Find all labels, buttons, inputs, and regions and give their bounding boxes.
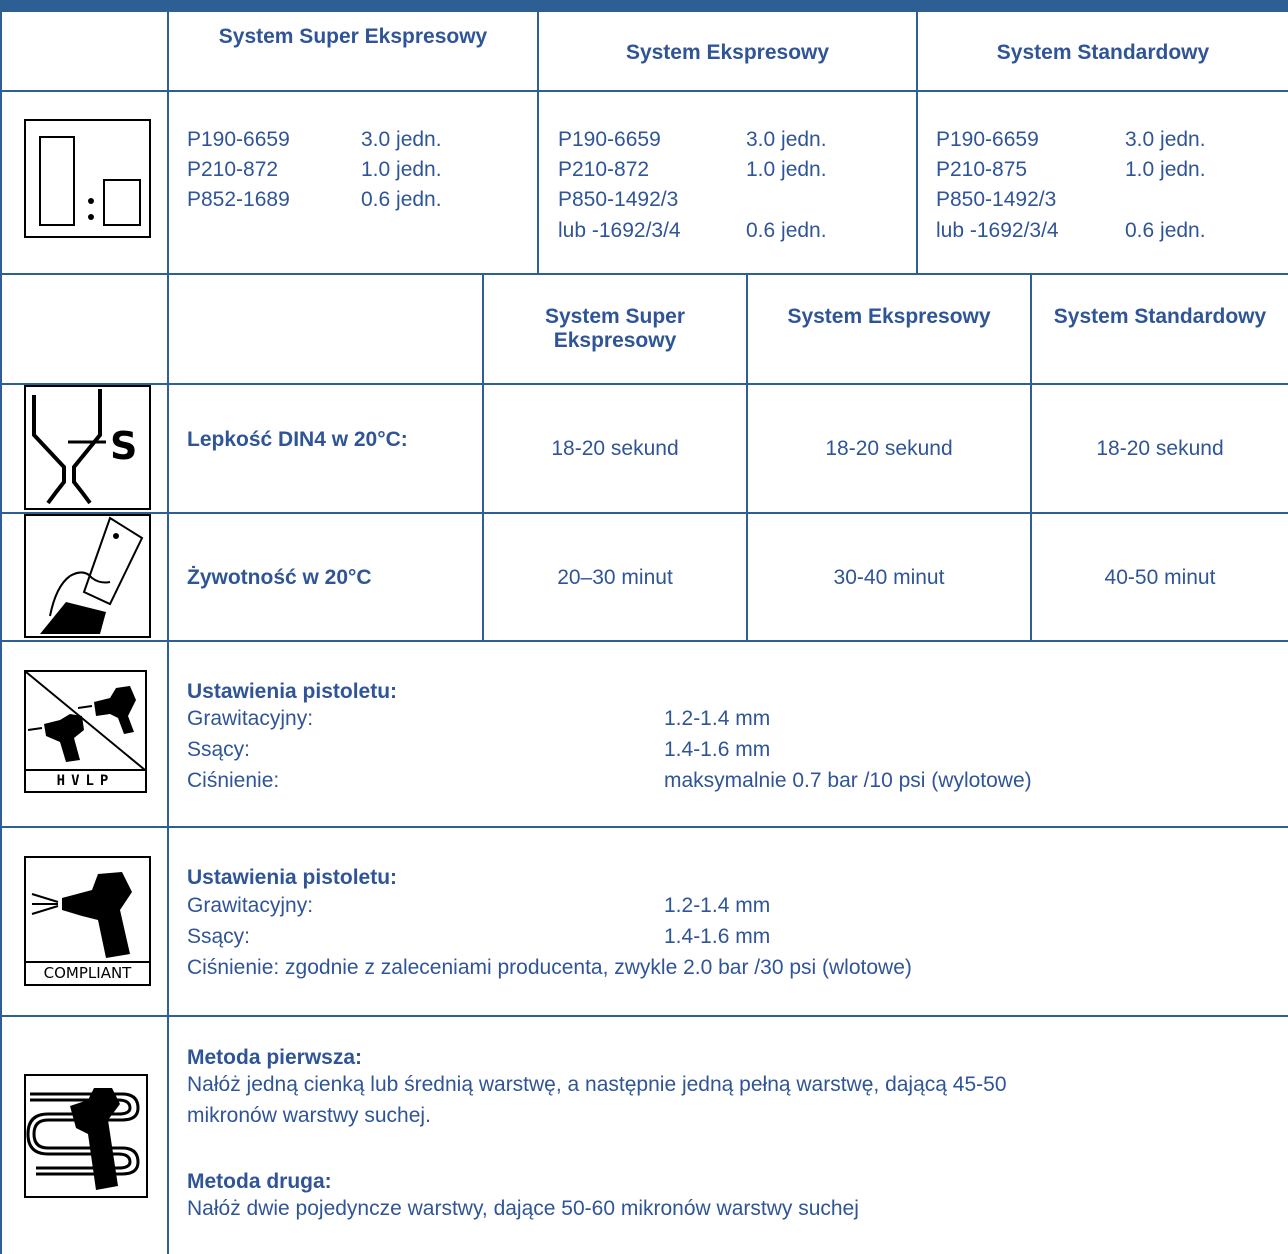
mix-amount: 0.6 jedn. (746, 219, 827, 242)
grid-line (0, 512, 1288, 514)
mix-code: P210-872 (187, 158, 279, 181)
potlife-value: 20–30 minut (557, 566, 673, 589)
hvlp-icon-label: HVLP (56, 773, 115, 789)
grid-line (0, 826, 1288, 828)
method-one-text: mikronów warstwy suchej. (187, 1104, 431, 1127)
compliant-label: Ssący: (187, 925, 251, 948)
header-express: System Ekspresowy (625, 41, 830, 64)
compliant-value: 1.2-1.4 mm (664, 894, 771, 917)
mix-code: P850-1492/3 (558, 188, 679, 211)
top-bar (0, 0, 1288, 12)
application-method-icon (24, 1074, 148, 1198)
header-standard-2: System Standardowy (1053, 305, 1267, 328)
mix-code: lub -1692/3/4 (558, 219, 681, 242)
potlife-value: 30-40 minut (833, 566, 945, 589)
method-two-text: Nałóż dwie pojedyncze warstwy, dające 50-60 mikronów warstwy suchej (187, 1197, 859, 1220)
mix-code: P850-1492/3 (936, 188, 1057, 211)
mix-amount: 3.0 jedn. (746, 128, 827, 151)
pot-life-icon (24, 514, 151, 638)
header-super-express: System Super Ekspresowy (218, 25, 488, 48)
mix-amount: 1.0 jedn. (361, 158, 442, 181)
mix-code: P190-6659 (187, 128, 290, 151)
mix-code: P210-875 (936, 158, 1028, 181)
mix-amount: 1.0 jedn. (746, 158, 827, 181)
grid-line (0, 90, 1288, 92)
compliant-pressure: Ciśnienie: zgodnie z zaleceniami producenta, zwykle 2.0 bar /30 psi (wlotowe) (187, 956, 912, 979)
grid-line (0, 12, 2, 1254)
grid-line (167, 12, 169, 1254)
grid-line (0, 640, 1288, 642)
mixing-ratio-icon (24, 119, 151, 238)
mix-amount: 3.0 jedn. (1125, 128, 1206, 151)
hvlp-value: maksymalnie 0.7 bar /10 psi (wylotowe) (664, 769, 1032, 792)
grid-line (0, 1015, 1288, 1017)
grid-line (0, 273, 1288, 275)
hvlp-label: Ssący: (187, 738, 251, 761)
viscosity-value: 18-20 sekund (551, 437, 679, 460)
hvlp-label: Ciśnienie: (187, 769, 280, 792)
viscosity-value: 18-20 sekund (825, 437, 953, 460)
potlife-label: Żywotność w 20°C (187, 566, 372, 589)
method-one-text: Nałóż jedną cienką lub średnią warstwę, a następnie jedną pełną warstwę, dającą 45-50 (187, 1073, 1007, 1096)
hvlp-title: Ustawienia pistoletu: (187, 680, 398, 703)
mix-amount: 0.6 jedn. (361, 188, 442, 211)
mix-code: lub -1692/3/4 (936, 219, 1059, 242)
mix-code: P210-872 (558, 158, 650, 181)
mix-amount: 1.0 jedn. (1125, 158, 1206, 181)
potlife-value: 40-50 minut (1104, 566, 1216, 589)
viscosity-label: Lepkość DIN4 w 20°C: (187, 428, 408, 451)
method-one-title: Metoda pierwsza: (187, 1046, 363, 1069)
hvlp-value: 1.2-1.4 mm (664, 707, 771, 730)
header-standard: System Standardowy (996, 41, 1210, 64)
viscosity-cup-icon (24, 385, 151, 510)
compliant-icon-label: COMPLIANT (43, 964, 132, 982)
hvlp-value: 1.4-1.6 mm (664, 738, 771, 761)
mix-amount: 3.0 jedn. (361, 128, 442, 151)
method-two-title: Metoda druga: (187, 1170, 332, 1193)
compliant-value: 1.4-1.6 mm (664, 925, 771, 948)
compliant-spray-gun-icon (24, 856, 151, 986)
viscosity-value: 18-20 sekund (1096, 437, 1224, 460)
hvlp-spray-gun-icon (24, 670, 147, 793)
hvlp-label: Grawitacyjny: (187, 707, 314, 730)
mix-code: P190-6659 (558, 128, 661, 151)
svg-text:S: S (110, 424, 138, 468)
mix-code: P190-6659 (936, 128, 1039, 151)
header-express-2: System Ekspresowy (787, 305, 991, 328)
compliant-title: Ustawienia pistoletu: (187, 866, 398, 889)
mix-amount: 0.6 jedn. (1125, 219, 1206, 242)
header-super-express-2: System Super Ekspresowy (544, 305, 686, 352)
compliant-label: Grawitacyjny: (187, 894, 314, 917)
grid-line (0, 383, 1288, 385)
mix-code: P852-1689 (187, 188, 290, 211)
